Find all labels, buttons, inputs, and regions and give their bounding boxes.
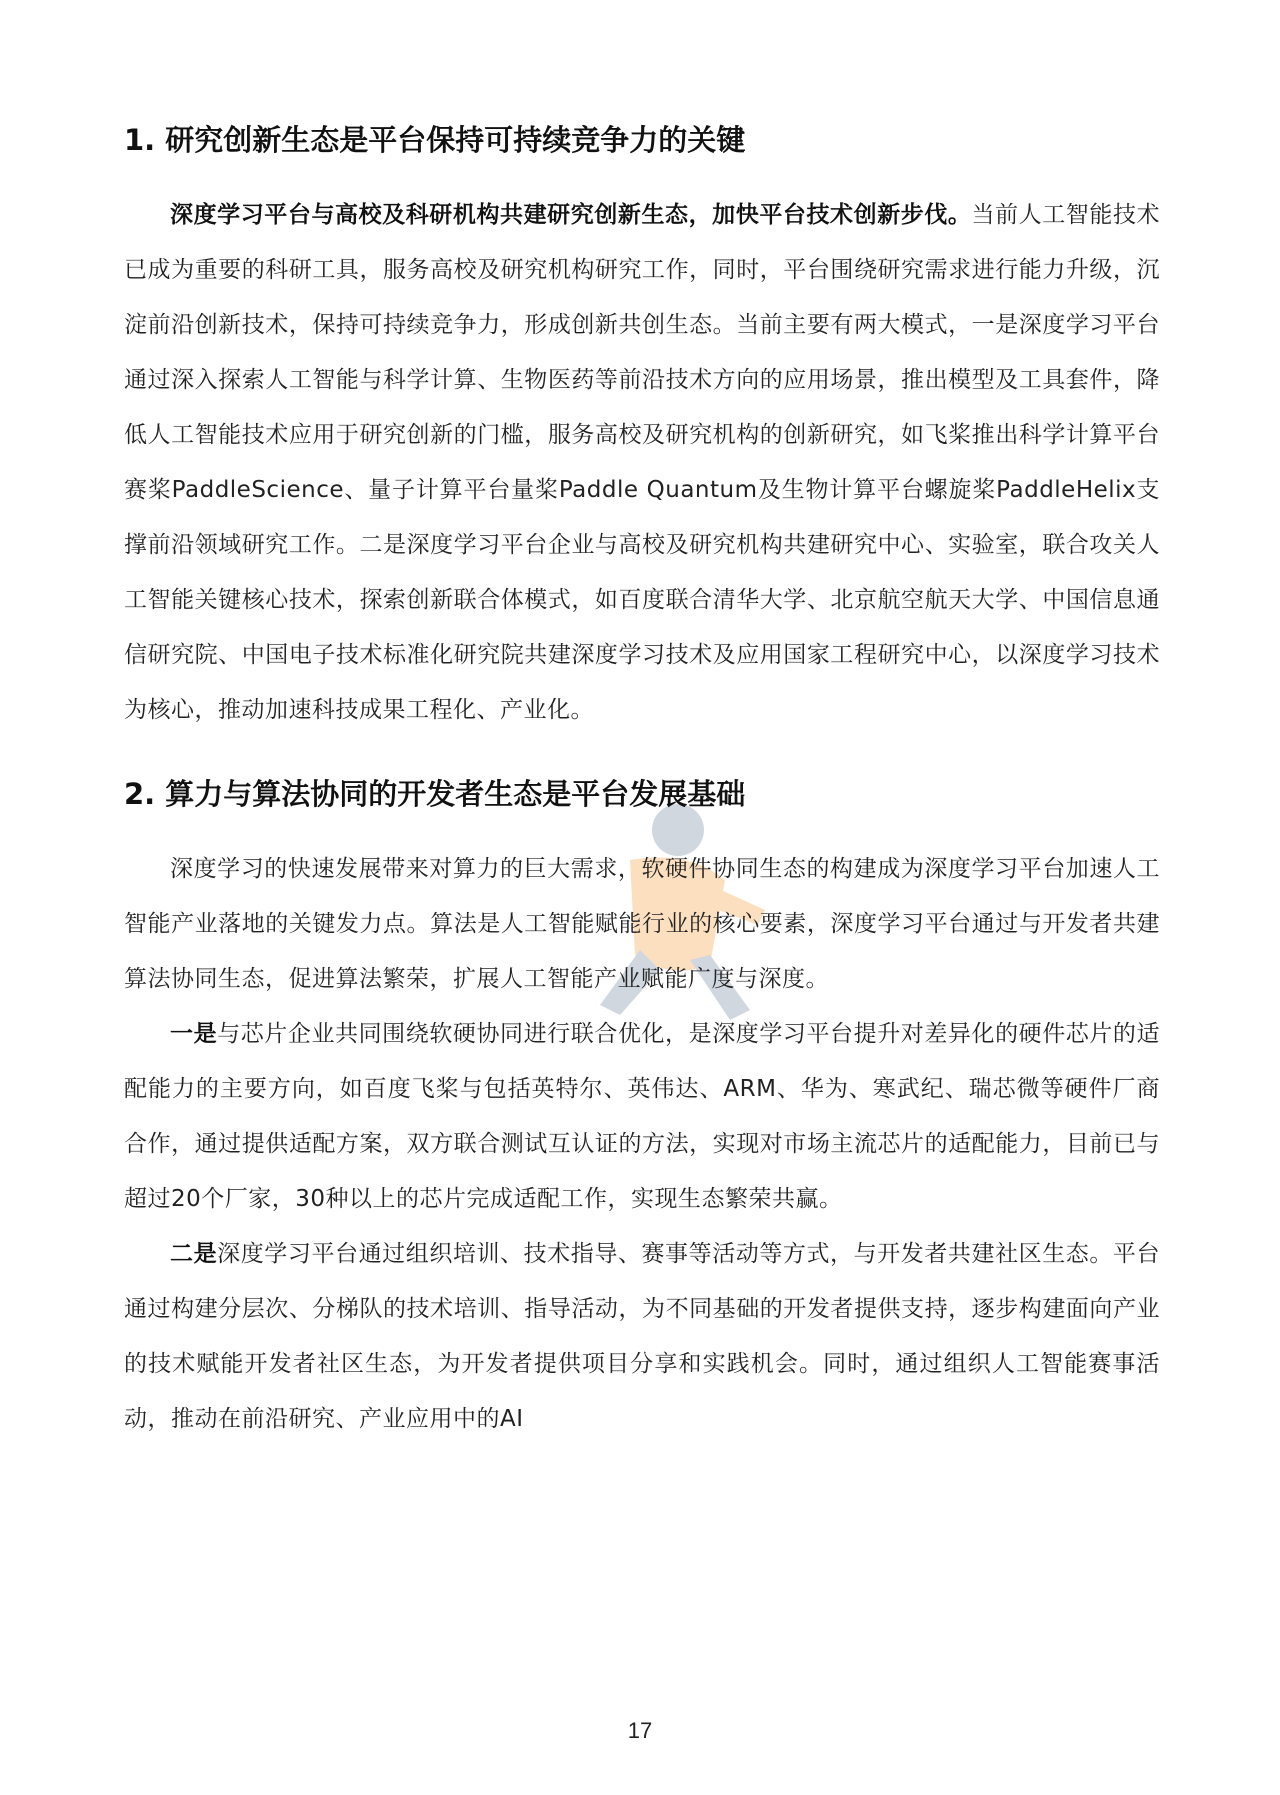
section2-paragraph-3	[124, 1227, 1160, 1447]
section1-body-text: 当前人工智能技术已成为重要的科研工具，服务高校及研究机构研究工作，同时，平台围绕研究需求进行能力升级，沉淀前沿创新技术，保持可持续竞争力，形成创新共创生态。当前主要有两大模式，一是深度学习平台通过深入探索人工智能与科学计算、生物医药等前沿技术方向的应用场景，推出模型及工具套件，降低人工智能技术应用于研究创新的门槛，服务高校及研究机构的创新研究，如飞桨推出科学计算平台赛桨PaddleScience、量子计算平台量桨Paddle Quantum及生物计算平台螺旋桨PaddleHelix支撑前沿领域研究工作。二是深度学习平台企业与高校及研究机构共建研究中心、实验室，联合攻关人工智能关键核心技术，探索创新联合体模式，如百度联合清华大学、北京航空航天大学、中国信息通信研究院、中国电子技术标准化研究院共建深度学习技术及应用国家工程研究中心，以深度学习技术为核心，推动加速科技成果工程化、产业化。	[124, 202, 1161, 723]
section2-body-text-2: 与芯片企业共同围绕软硬协同进行联合优化，是深度学习平台提升对差异化的硬件芯片的适配能力的主要方向，如百度飞桨与包括英特尔、英伟达、ARM、华为、寒武纪、瑞芯微等硬件厂商合作，通过提供适配方案，双方联合测试互认证的方法，实现对市场主流芯片的适配能力，目前已与超过20个厂家，30种以上的芯片完成适配工作，实现生态繁荣共赢。	[124, 1021, 1161, 1212]
page-number: 17	[627, 1718, 653, 1743]
section2-paragraph-1	[124, 842, 1160, 1007]
section2-lead-2: 二是	[170, 1241, 218, 1267]
section2-heading: 2. 算力与算法协同的开发者生态是平台发展基础	[124, 777, 746, 811]
section1-paragraph	[124, 188, 1160, 738]
section1-heading: 1. 研究创新生态是平台保持可持续竞争力的关键	[124, 123, 746, 157]
section2-paragraph-2	[124, 1007, 1160, 1227]
section1-lead-text: 深度学习平台与高校及科研机构共建研究创新生态，加快平台技术创新步伐。	[170, 202, 972, 228]
section2-body-text-1: 深度学习的快速发展带来对算力的巨大需求，软硬件协同生态的构建成为深度学习平台加速人工智能产业落地的关键发力点。算法是人工智能赋能行业的核心要素，深度学习平台通过与开发者共建算法协同生态，促进算法繁荣，扩展人工智能产业赋能广度与深度。	[124, 856, 1160, 992]
section2-body-text-3: 深度学习平台通过组织培训、技术指导、赛事等活动等方式，与开发者共建社区生态。平台通过构建分层次、分梯队的技术培训、指导活动，为不同基础的开发者提供支持，逐步构建面向产业的技术赋能开发者社区生态，为开发者提供项目分享和实践机会。同时，通过组织人工智能赛事活动，推动在前沿研究、产业应用中的AI	[124, 1241, 1161, 1432]
content-column	[124, 120, 1160, 1447]
section2-lead-1: 一是	[170, 1021, 218, 1047]
